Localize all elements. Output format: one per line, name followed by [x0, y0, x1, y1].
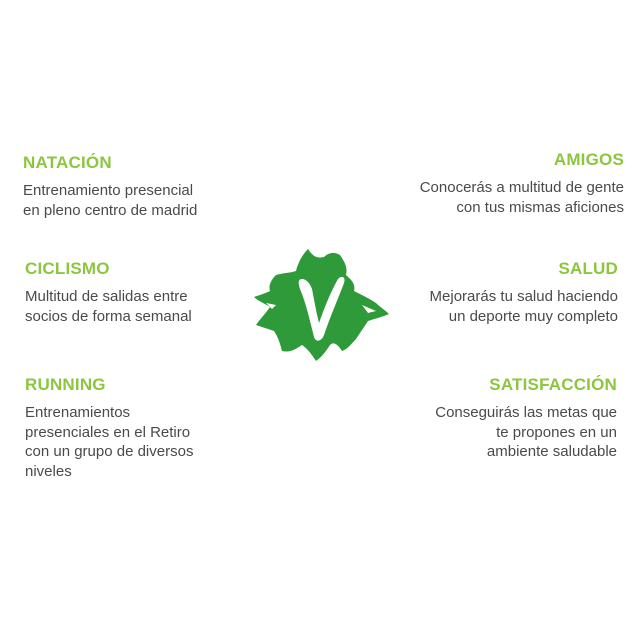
feature-satisfaccion	[387, 375, 617, 462]
logo-svg	[252, 245, 390, 363]
feature-title: SALUD	[558, 259, 618, 278]
feature-line: un deporte muy completo	[448, 307, 618, 325]
feature-amigos	[374, 150, 624, 217]
feature-line: Entrenamiento presencial	[23, 182, 194, 199]
feature-line: Entrenamientos	[25, 404, 131, 421]
feature-line: con tus mismas aficiones	[456, 198, 624, 216]
feature-title: NATACIÓN	[23, 153, 112, 172]
feature-line: Conocerás a multitud de gente	[419, 179, 624, 196]
feature-line: Conseguirás las metas que	[435, 404, 617, 421]
leaf-v-logo-icon	[252, 245, 390, 363]
feature-line: Multitud de salidas entre	[25, 288, 188, 305]
feature-line: ambiente saludable	[486, 443, 617, 460]
feature-description	[25, 287, 245, 326]
feature-line: en pleno centro de madrid	[23, 201, 198, 219]
feature-title: AMIGOS	[553, 150, 624, 169]
feature-line: Mejorarás tu salud haciendo	[429, 288, 618, 305]
feature-title: SATISFACCIÓN	[489, 375, 617, 394]
feature-salud	[378, 259, 618, 326]
feature-line: presenciales en el Retiro	[25, 423, 191, 441]
feature-title: CICLISMO	[25, 259, 110, 278]
feature-line: te propones en un	[496, 423, 617, 441]
feature-description	[374, 178, 624, 217]
feature-natacion	[23, 153, 253, 220]
feature-description	[23, 181, 253, 220]
feature-line: socios de forma semanal	[25, 307, 192, 325]
feature-description	[378, 287, 618, 326]
feature-description	[25, 403, 235, 481]
feature-running	[25, 375, 235, 481]
feature-title: RUNNING	[25, 375, 106, 394]
feature-description	[387, 403, 617, 462]
feature-ciclismo	[25, 259, 245, 326]
feature-line: niveles	[25, 462, 72, 480]
feature-line: con un grupo de diversos	[25, 443, 194, 460]
